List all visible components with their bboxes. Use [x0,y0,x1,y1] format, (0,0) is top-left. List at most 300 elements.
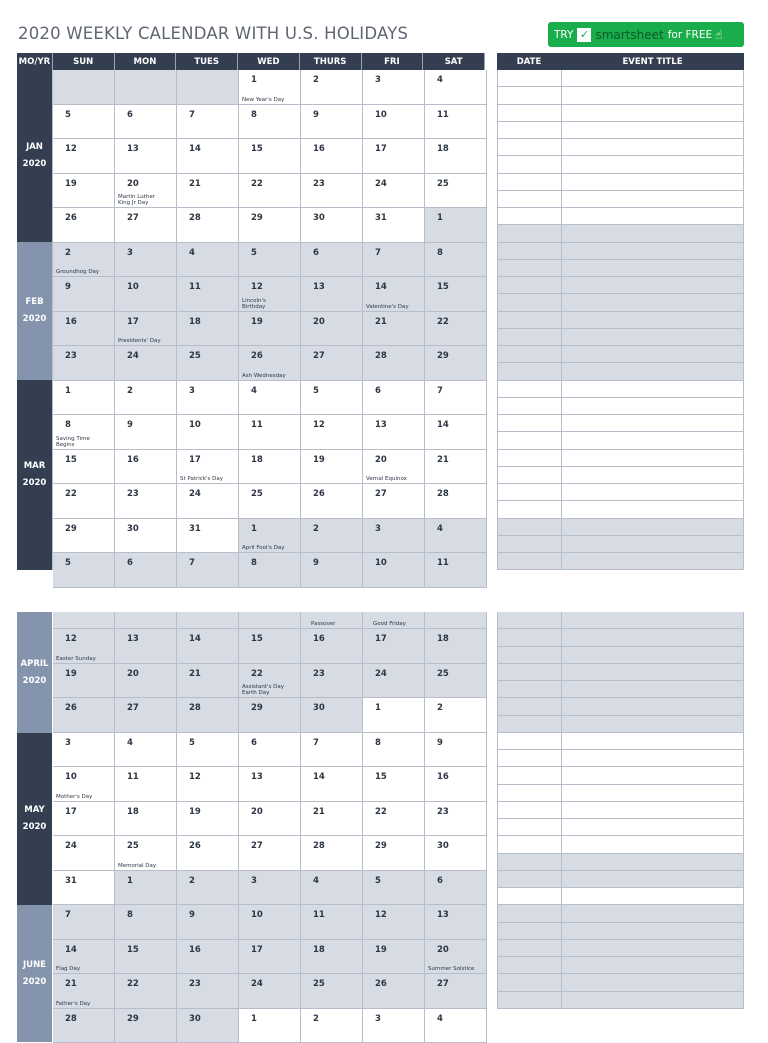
day-cell[interactable] [301,974,363,1009]
event-row[interactable] [497,957,744,974]
day-cell[interactable] [301,664,363,699]
event-row[interactable] [497,484,744,501]
column-divider [561,501,562,517]
month-year: 2020 [23,819,47,836]
day-cell[interactable] [177,974,239,1009]
day-cell[interactable] [177,664,239,699]
day-cell[interactable] [363,243,425,278]
day-cell[interactable] [177,277,239,312]
day-cell[interactable] [301,802,363,837]
day-number: 2 [437,703,443,713]
event-row[interactable] [497,716,744,733]
event-row[interactable] [497,105,744,122]
day-cell[interactable] [425,940,487,975]
day-cell[interactable] [425,836,487,871]
day-cell[interactable] [53,802,115,837]
day-cell[interactable] [425,612,487,629]
day-number: 25 [313,979,325,989]
day-cell[interactable] [177,450,239,485]
event-row[interactable] [497,415,744,432]
day-cell[interactable] [363,733,425,768]
day-cell[interactable] [239,450,301,485]
day-cell[interactable] [425,450,487,485]
day-cell[interactable] [239,346,301,381]
day-cell[interactable] [425,381,487,416]
day-cell[interactable] [239,312,301,347]
day-cell[interactable] [177,836,239,871]
event-row[interactable] [497,905,744,922]
event-row[interactable] [497,698,744,715]
day-cell[interactable] [115,612,177,629]
day-cell[interactable] [239,70,301,105]
day-cell[interactable] [115,381,177,416]
day-cell[interactable] [53,277,115,312]
event-row[interactable] [497,992,744,1009]
day-number: 24 [189,489,201,499]
day-cell[interactable] [53,836,115,871]
day-cell[interactable] [301,484,363,519]
day-cell[interactable] [301,553,363,588]
day-cell[interactable] [363,767,425,802]
day-number: 5 [251,248,257,258]
column-header-mo-yr: MO/YR [17,53,53,70]
day-cell[interactable] [115,802,177,837]
day-cell[interactable] [177,940,239,975]
day-cell[interactable] [425,208,487,243]
event-row[interactable] [497,329,744,346]
day-cell[interactable] [239,484,301,519]
event-row[interactable] [497,191,744,208]
day-cell[interactable] [363,105,425,140]
event-row[interactable] [497,940,744,957]
day-cell[interactable] [301,612,363,629]
holiday-label: Groundhog Day [56,269,116,275]
day-cell[interactable] [425,698,487,733]
day-cell[interactable] [177,484,239,519]
day-cell[interactable] [53,553,115,588]
column-divider [561,87,562,103]
column-header-sun: SUN [53,53,115,70]
event-row[interactable] [497,871,744,888]
day-cell[interactable] [115,312,177,347]
day-cell[interactable] [425,871,487,906]
day-cell[interactable] [301,1009,363,1043]
day-cell[interactable] [53,767,115,802]
day-cell[interactable] [425,1009,487,1043]
day-cell[interactable] [53,871,115,906]
event-row[interactable] [497,733,744,750]
day-cell[interactable] [363,450,425,485]
event-row[interactable] [497,346,744,363]
day-cell[interactable] [239,871,301,906]
day-cell[interactable] [177,767,239,802]
day-cell[interactable] [425,629,487,664]
day-cell[interactable] [301,450,363,485]
column-divider [561,819,562,835]
day-cell[interactable] [239,905,301,940]
day-cell[interactable] [239,1009,301,1043]
day-cell[interactable] [301,415,363,450]
day-cell[interactable] [115,105,177,140]
day-cell[interactable] [363,836,425,871]
column-divider [561,294,562,310]
day-number: 28 [437,489,449,499]
day-cell[interactable] [363,629,425,664]
day-cell[interactable] [177,415,239,450]
event-row[interactable] [497,398,744,415]
day-cell[interactable] [115,277,177,312]
day-cell[interactable] [115,1009,177,1043]
day-cell[interactable] [239,174,301,209]
day-number: 18 [189,317,201,327]
day-cell[interactable] [177,70,239,105]
day-cell[interactable] [239,277,301,312]
day-cell[interactable] [425,664,487,699]
day-cell[interactable] [53,346,115,381]
month-year: 2020 [23,974,47,991]
column-divider [561,467,562,483]
day-cell[interactable] [301,836,363,871]
holiday-label: Good Friday [373,621,406,627]
day-cell[interactable] [425,105,487,140]
day-cell[interactable] [425,277,487,312]
event-row[interactable] [497,381,744,398]
day-cell[interactable] [301,346,363,381]
event-row[interactable] [497,519,744,536]
day-cell[interactable] [53,1009,115,1043]
day-number: 20 [251,807,263,817]
event-row[interactable] [497,785,744,802]
day-cell[interactable] [425,974,487,1009]
day-cell[interactable] [53,312,115,347]
day-cell[interactable] [239,733,301,768]
day-cell[interactable] [239,940,301,975]
day-cell[interactable] [301,381,363,416]
day-cell[interactable] [239,767,301,802]
event-row[interactable] [497,260,744,277]
day-cell[interactable] [53,629,115,664]
day-cell[interactable] [239,802,301,837]
event-row[interactable] [497,312,744,329]
column-divider [561,398,562,414]
day-cell[interactable] [301,940,363,975]
event-row[interactable] [497,87,744,104]
event-row[interactable] [497,536,744,553]
day-cell[interactable] [363,871,425,906]
day-cell[interactable] [115,208,177,243]
day-cell[interactable] [239,519,301,554]
day-cell[interactable] [363,381,425,416]
day-cell[interactable] [53,905,115,940]
day-cell[interactable] [115,733,177,768]
event-row[interactable] [497,501,744,518]
day-number: 2 [313,75,319,85]
day-cell[interactable] [301,698,363,733]
day-cell[interactable] [115,974,177,1009]
event-row[interactable] [497,294,744,311]
day-cell[interactable] [115,415,177,450]
day-cell[interactable] [53,70,115,105]
day-cell[interactable] [425,70,487,105]
day-cell[interactable] [425,484,487,519]
day-cell[interactable] [177,346,239,381]
day-cell[interactable] [425,519,487,554]
day-number: 18 [313,945,325,955]
event-row[interactable] [497,156,744,173]
day-number: 18 [127,807,139,817]
day-cell[interactable] [115,905,177,940]
day-cell[interactable] [363,312,425,347]
event-row[interactable] [497,450,744,467]
day-cell[interactable] [115,174,177,209]
day-cell[interactable] [301,174,363,209]
day-number: 23 [189,979,201,989]
day-number: 24 [375,179,387,189]
day-cell[interactable] [363,519,425,554]
day-cell[interactable] [177,612,239,629]
day-cell[interactable] [363,277,425,312]
day-cell[interactable] [425,553,487,588]
event-row[interactable] [497,612,744,629]
try-smartsheet-button[interactable] [548,22,744,47]
day-cell[interactable] [363,1009,425,1043]
day-cell[interactable] [177,1009,239,1043]
holiday-label: Easter Sunday [56,656,116,662]
day-cell[interactable] [301,139,363,174]
column-divider [561,70,562,86]
day-cell[interactable] [301,208,363,243]
day-cell[interactable] [177,312,239,347]
event-row[interactable] [497,122,744,139]
event-row[interactable] [497,277,744,294]
event-row[interactable] [497,750,744,767]
event-row[interactable] [497,888,744,905]
column-divider [561,836,562,852]
event-row[interactable] [497,664,744,681]
day-cell[interactable] [177,174,239,209]
event-row[interactable] [497,139,744,156]
event-row[interactable] [497,243,744,260]
event-header-event-title: EVENT TITLE [561,53,744,70]
day-number: 23 [313,669,325,679]
day-cell[interactable] [177,698,239,733]
day-cell[interactable] [239,139,301,174]
day-number: 11 [437,110,449,120]
day-cell[interactable] [363,664,425,699]
day-cell[interactable] [115,940,177,975]
day-cell[interactable] [115,871,177,906]
day-number: 11 [437,558,449,568]
event-row[interactable] [497,681,744,698]
day-cell[interactable] [53,105,115,140]
day-cell[interactable] [239,698,301,733]
day-cell[interactable] [115,450,177,485]
day-cell[interactable] [239,243,301,278]
event-row[interactable] [497,767,744,784]
day-cell[interactable] [53,664,115,699]
event-row[interactable] [497,836,744,853]
day-cell[interactable] [177,243,239,278]
day-cell[interactable] [301,277,363,312]
event-row[interactable] [497,974,744,991]
day-cell[interactable] [177,733,239,768]
day-cell[interactable] [53,381,115,416]
day-cell[interactable] [115,519,177,554]
day-cell[interactable] [363,174,425,209]
day-cell[interactable] [239,664,301,699]
event-row[interactable] [497,225,744,242]
event-row[interactable] [497,432,744,449]
day-cell[interactable] [239,629,301,664]
day-cell[interactable] [363,415,425,450]
day-cell[interactable] [425,243,487,278]
day-cell[interactable] [363,208,425,243]
holiday-label: Saving Time Begins [56,436,100,448]
day-cell[interactable] [301,733,363,768]
day-cell[interactable] [301,105,363,140]
day-cell[interactable] [53,208,115,243]
event-row[interactable] [497,553,744,570]
day-cell[interactable] [363,802,425,837]
day-number: 26 [375,979,387,989]
day-cell[interactable] [425,346,487,381]
day-cell[interactable] [239,974,301,1009]
day-cell[interactable] [115,484,177,519]
day-cell[interactable] [239,381,301,416]
day-number: 17 [251,945,263,955]
day-cell[interactable] [53,698,115,733]
day-cell[interactable] [177,802,239,837]
day-cell[interactable] [177,905,239,940]
day-number: 12 [65,144,77,154]
event-row[interactable] [497,647,744,664]
day-cell[interactable] [177,553,239,588]
day-cell[interactable] [115,664,177,699]
event-row[interactable] [497,854,744,871]
day-cell[interactable] [301,871,363,906]
day-cell[interactable] [177,629,239,664]
day-cell[interactable] [363,139,425,174]
day-cell[interactable] [53,519,115,554]
day-cell[interactable] [115,70,177,105]
day-number: 19 [189,807,201,817]
day-cell[interactable] [53,974,115,1009]
day-number: 4 [437,1014,443,1024]
event-row[interactable] [497,629,744,646]
day-number: 8 [375,738,381,748]
event-row[interactable] [497,819,744,836]
day-cell[interactable] [53,139,115,174]
day-cell[interactable] [425,767,487,802]
event-row[interactable] [497,923,744,940]
day-number: 7 [189,558,195,568]
day-cell[interactable] [53,415,115,450]
day-cell[interactable] [53,450,115,485]
event-row[interactable] [497,467,744,484]
event-row[interactable] [497,363,744,380]
day-number: 19 [313,455,325,465]
day-cell[interactable] [239,612,301,629]
day-cell[interactable] [53,243,115,278]
day-number: 26 [65,213,77,223]
day-cell[interactable] [177,381,239,416]
day-cell[interactable] [239,415,301,450]
day-cell[interactable] [425,905,487,940]
day-cell[interactable] [177,208,239,243]
day-cell[interactable] [363,974,425,1009]
day-cell[interactable] [115,629,177,664]
day-cell[interactable] [425,802,487,837]
day-cell[interactable] [363,553,425,588]
day-number: 21 [313,807,325,817]
day-number: 21 [189,179,201,189]
day-cell[interactable] [53,940,115,975]
month-year: 2020 [23,475,47,492]
day-cell[interactable] [363,612,425,629]
day-cell[interactable] [177,519,239,554]
day-cell[interactable] [363,940,425,975]
day-cell[interactable] [301,629,363,664]
day-cell[interactable] [239,836,301,871]
day-cell[interactable] [115,553,177,588]
day-cell[interactable] [115,243,177,278]
holiday-label: Ash Wednesday [242,373,302,379]
event-row[interactable] [497,70,744,87]
day-cell[interactable] [363,70,425,105]
column-divider [561,957,562,973]
event-row[interactable] [497,208,744,225]
day-cell[interactable] [53,174,115,209]
day-cell[interactable] [239,105,301,140]
day-cell[interactable] [425,174,487,209]
day-cell[interactable] [363,346,425,381]
day-cell[interactable] [115,346,177,381]
day-cell[interactable] [239,208,301,243]
day-cell[interactable] [115,139,177,174]
day-cell[interactable] [425,139,487,174]
day-cell[interactable] [301,70,363,105]
day-cell[interactable] [115,698,177,733]
day-cell[interactable] [301,519,363,554]
day-number: 4 [313,876,319,886]
day-cell[interactable] [301,312,363,347]
day-cell[interactable] [425,415,487,450]
day-cell[interactable] [115,767,177,802]
event-row[interactable] [497,174,744,191]
day-number: 21 [375,317,387,327]
day-cell[interactable] [53,612,115,629]
day-cell[interactable] [363,905,425,940]
day-cell[interactable] [53,484,115,519]
event-row[interactable] [497,802,744,819]
day-cell[interactable] [301,905,363,940]
day-cell[interactable] [363,698,425,733]
day-cell[interactable] [425,312,487,347]
day-cell[interactable] [425,733,487,768]
day-number: 2 [313,1014,319,1024]
day-cell[interactable] [177,105,239,140]
day-cell[interactable] [177,871,239,906]
day-cell[interactable] [301,243,363,278]
day-cell[interactable] [363,484,425,519]
day-cell[interactable] [177,139,239,174]
day-number: 5 [375,876,381,886]
day-cell[interactable] [115,836,177,871]
day-number: 21 [65,979,77,989]
day-cell[interactable] [239,553,301,588]
day-cell[interactable] [53,733,115,768]
day-cell[interactable] [301,767,363,802]
